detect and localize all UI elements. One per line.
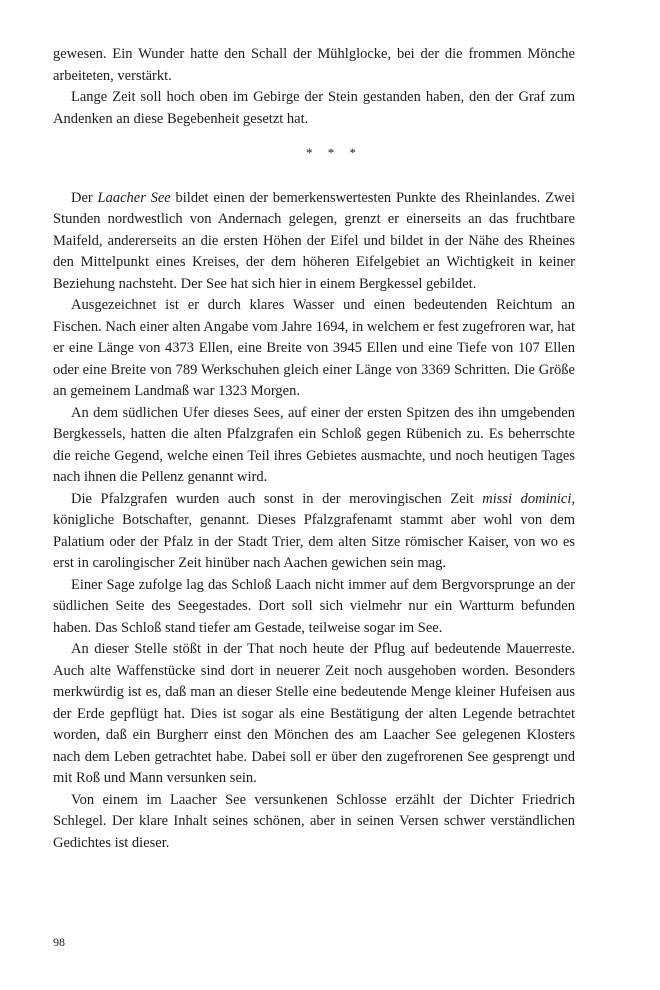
paragraph-memorial-stone: Lange Zeit soll hoch oben im Gebirge der Stein gestanden haben, den der Graf zum Andenken an diese Begebenheit gesetzt hat. [53,89,575,127]
laach-text-before: Der [71,189,98,206]
paragraph-laacher-see [53,188,575,296]
page-number: 98 [53,935,65,949]
paragraph-horseshoes: An dieser Stelle stößt in der That noch heute der Pflug auf bedeutende Mauerreste. Auch alte Waffenstücke sind dort in neuerer Zeit noch ausgehoben worden. Besonders merkwürdig ist es, daß man an dieser Stelle eine bedeutende Menge kleiner Hufeisen aus der Erde gepflügt hat. Dies ist sogar als eine Bestätigung der alten Legende betrachtet worden, daß ein Burgherr einst den Mönchen des am Laacher See gelegenen Klosters nach dem Leben getrachtet habe. Dabei soll er über den zugefrorenen See gesprengt und mit Roß und Mann versunken sein. [53,641,575,786]
paragraph-pfalzgrafen-castle: An dem südlichen Ufer dieses Sees, auf einer der ersten Spitzen des ihn umgebenden Bergkessels, hatten die alten Pfalzgrafen ein Schloß gegen Rübenich zu. Es beherrschte die reiche Gegend, welche einen Teil ihres Gebietes ausmachte, und noch heutigen Tages nach ihnen die Pellenz genannt wird. [53,404,575,485]
paragraph-saga-castle: Einer Sage zufolge lag das Schloß Laach nicht immer auf dem Bergvorsprunge an der südlichen Seite des Seegestades. Dort soll sich vielmehr nur ein Wartturm befunden haben. Das Schloß stand tiefer am Gestade, teilweise sogar im See. [53,576,575,636]
laach-text-after: bildet einen der bemerkenswertesten Punkte des Rheinlandes. Zwei Stunden nordwestlich von Andernach gelegen, grenzt er einerseits an das fruchtbare Maifeld, andererseits an die ersten Höhen der Eifel und bildet in der Nähe des Rheines den Mittelpunkt eines Kreises, der dem höheren Eifelgebiet an Wichtigkeit in keiner Beziehung nachsteht. Der See hat sich hier in einem Bergkessel gebildet. [53,189,575,292]
pfalz-italic-term: missi dominici, [482,490,575,507]
paragraph-schlegel: Von einem im Laacher See versunkenen Schlosse erzählt der Dichter Friedrich Schlegel. Der klare Inhalt seines schönen, aber in seinen Versen schwer verständlichen Gedichtes ist dieser. [53,791,575,851]
laach-italic-term: Laacher See [97,189,171,206]
paragraph-continuation: gewesen. Ein Wunder hatte den Schall der Mühlglocke, bei der die frommen Mönche arbeiteten, verstärkt. [53,46,575,84]
pfalz-text-before: Die Pfalzgrafen wurden auch sonst in der merovingischen Zeit [71,490,483,507]
section-gap [53,164,575,188]
section-break: * * * [306,145,362,160]
pfalz-text-after: königliche Botschafter, genannt. Dieses Pfalzgrafenamt stammt aber wohl von dem Palatium oder der Pfalz in der Stadt Trier, dem alten Sitze römischer Kaiser, von wo es erst in carolingischer Zeit hinüber nach Aachen gewichen sein mag. [53,512,575,571]
paragraph-measurements: Ausgezeichnet ist er durch klares Wasser und einen bedeutenden Reichtum an Fischen. Nach einer alten Angabe vom Jahre 1694, in welchem er fest zugefroren war, hat er eine Länge von 4373 Ellen, eine Breite von 3945 Ellen und eine Tiefe von 107 Ellen oder eine Breite von 789 Werkschuhen gleich einer Länge von 3369 Schritten. Die Größe an gemeinem Landmaß war 1323 Morgen. [53,297,575,399]
paragraph-missi-dominici [53,489,575,575]
